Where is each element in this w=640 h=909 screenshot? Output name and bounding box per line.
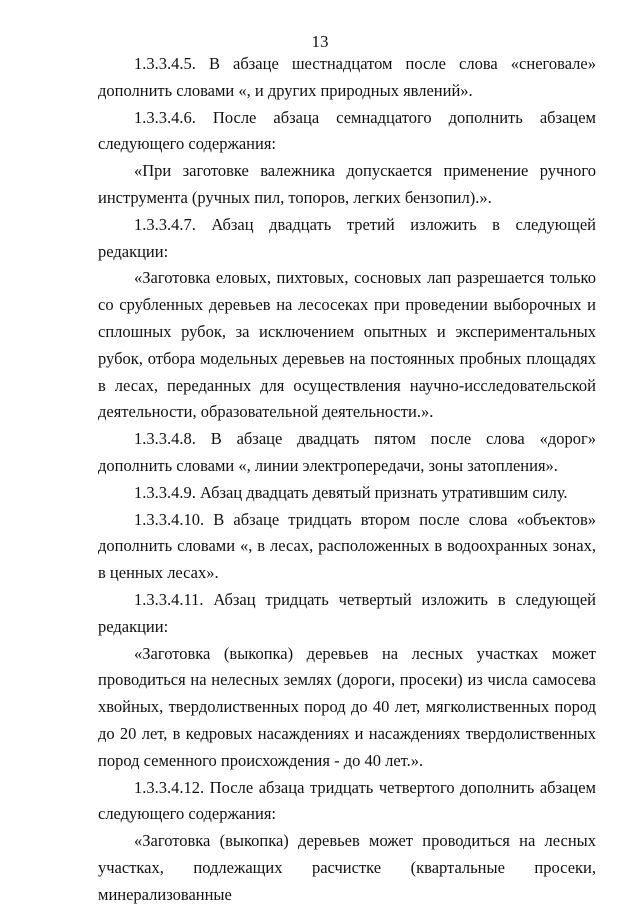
paragraph-1-3-3-4-7: 1.3.3.4.7. Абзац двадцать третий изложить в следующей редакции: bbox=[98, 214, 596, 261]
quoted-text-tree-digging: «Заготовка (выкопка) деревьев на лесных участках может проводиться на нелесных землях (дороги, просеки) из числа самосева хвойных, твердолиственных пород до 40 лет, мягколиственных пород до 20 лет, в кедровых насаждениях и насаждениях твердолиственных пород семенного происхождения - до 40 лет.». bbox=[98, 643, 596, 770]
paragraph-1-3-3-4-5: 1.3.3.4.5. В абзаце шестнадцатом после слова «снеговале» дополнить словами «, и других природных явлений». bbox=[98, 54, 596, 100]
quoted-text-manual-tools: «При заготовке валежника допускается применение ручного инструмента (ручных пил, топоров, легких бензопил).». bbox=[98, 161, 596, 207]
document-body bbox=[98, 51, 596, 909]
paragraph-1-3-3-4-6: 1.3.3.4.6. После абзаца семнадцатого дополнить абзацем следующего содержания: bbox=[98, 107, 596, 154]
paragraph-1-3-3-4-12: 1.3.3.4.12. После абзаца тридцать четвертого дополнить абзацем следующего содержания: bbox=[98, 777, 596, 824]
page-number: 13 bbox=[311, 32, 329, 51]
paragraph-1-3-3-4-11: 1.3.3.4.11. Абзац тридцать четвертый изложить в следующей редакции: bbox=[98, 589, 596, 636]
quoted-text-branches: «Заготовка еловых, пихтовых, сосновых лап разрешается только со срубленных деревьев на лесосеках при проведении выборочных и сплошных рубок, за исключением опытных и экспериментальных рубок, отбора модельных деревьев на постоянных пробных площадях в лесах, переданных для осуществления научно-исследовательской деятельности, образовательной деятельности.». bbox=[98, 268, 596, 422]
paragraph-1-3-3-4-9: 1.3.3.4.9. Абзац двадцать девятый признать утратившим силу. bbox=[134, 482, 568, 502]
quoted-text-clearing: «Заготовка (выкопка) деревьев может проводиться на лесных участках, подлежащих расчистке (квартальные просеки, минерализованные bbox=[98, 831, 596, 904]
paragraph-1-3-3-4-10: 1.3.3.4.10. В абзаце тридцать втором после слова «объектов» дополнить словами «, в лесах, расположенных в водоохранных зонах, в ценных лесах». bbox=[98, 509, 596, 583]
paragraph-1-3-3-4-8: 1.3.3.4.8. В абзаце двадцать пятом после слова «дорог» дополнить словами «, линии электропередачи, зоны затопления». bbox=[98, 429, 596, 475]
